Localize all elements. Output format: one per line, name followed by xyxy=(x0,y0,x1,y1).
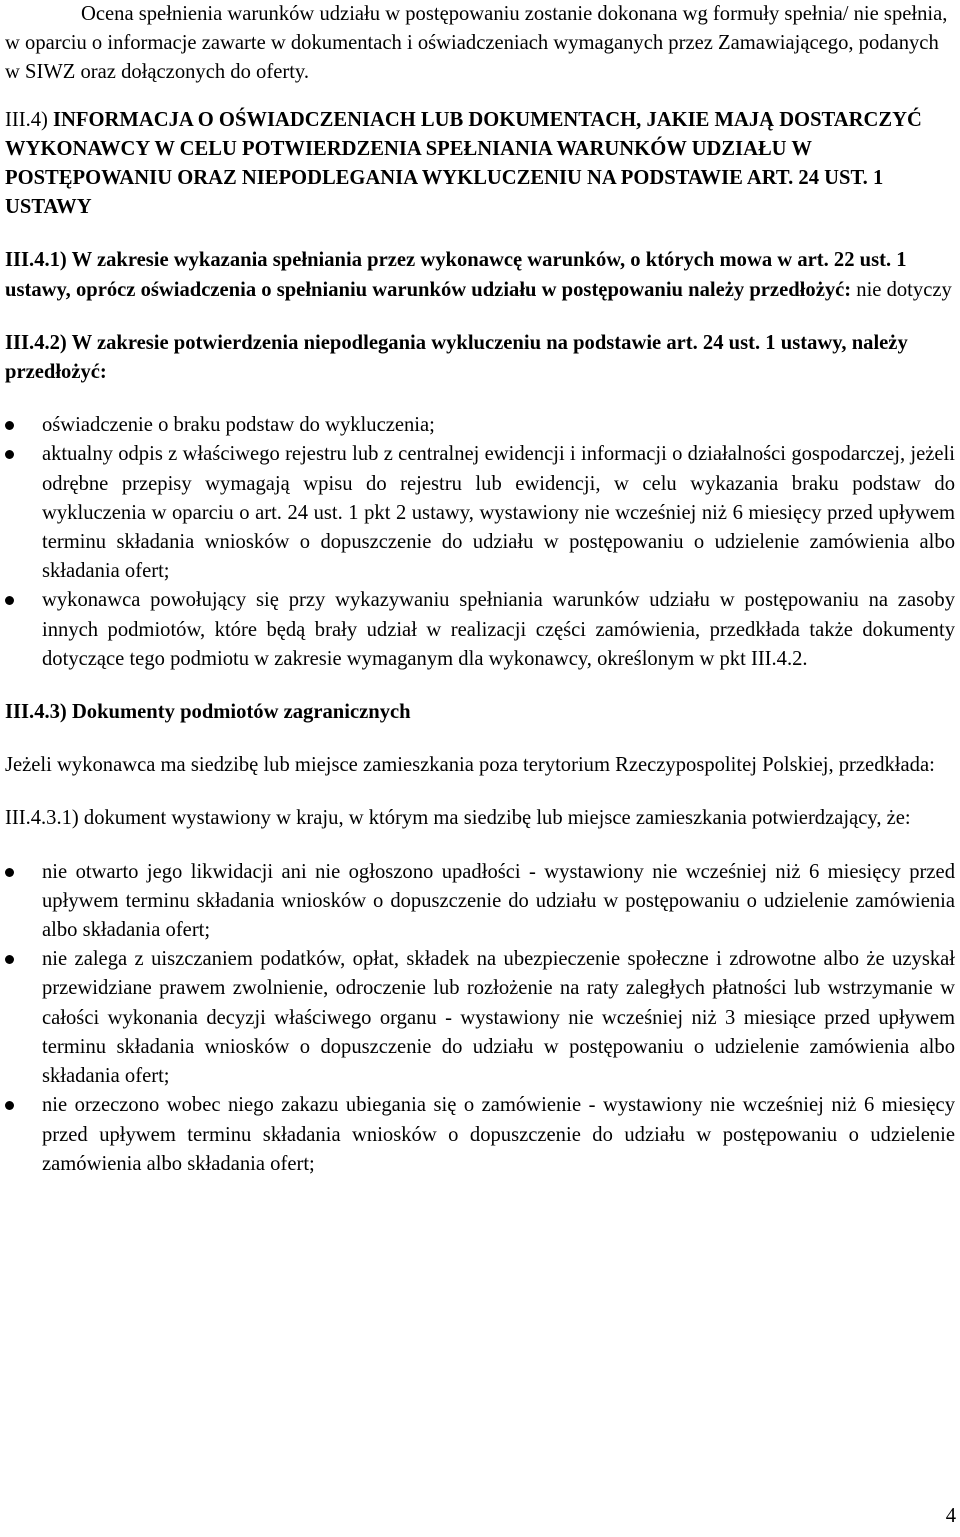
list-item-text: aktualny odpis z właściwego rejestru lub z centralnej ewidencji i informacji o działalności gospodarczej, jeżeli odrębne przepisy wymagają wpisu do rejestru lub ewidencji, w celu wykazania braku podstaw do wykluczenia w oparciu o art. 24 ust. 1 pkt 2 ustawy, wystawiony nie wcześniej niż 6 miesięcy przed upływem terminu składania wniosków o dopuszczenie do udziału w postępowaniu o udzielenie zamówienia albo składania ofert; xyxy=(42,443,955,583)
page-number: 4 xyxy=(945,1504,956,1527)
list-item xyxy=(5,945,955,1091)
subsection-4-1 xyxy=(5,246,955,304)
bullet-icon xyxy=(5,1101,14,1110)
list-item xyxy=(5,440,955,586)
section-heading xyxy=(5,106,955,223)
subsection-4-1-value: nie dotyczy xyxy=(851,278,952,301)
subsection-4-2-list xyxy=(5,411,955,674)
bullet-icon xyxy=(5,450,14,459)
list-item xyxy=(5,411,955,440)
bullet-icon xyxy=(5,596,14,605)
list-item-text: nie otwarto jego likwidacji ani nie ogłoszono upadłości - wystawiony nie wcześniej niż 6 miesięcy przed upływem terminu składania wniosków o dopuszczenie do udziału w postępowaniu o udzielenie zamówienia albo składania ofert; xyxy=(42,860,955,942)
list-item xyxy=(5,1091,955,1179)
subsection-4-3-1-list xyxy=(5,858,955,1179)
list-item-text: nie zalega z uiszczaniem podatków, opłat, składek na ubezpieczenie społeczne i zdrowotne albo że uzyskał przewidziane prawem zwolnienie, odroczenie lub rozłożenie na raty zaległych płatności lub wstrzymanie w całości wykonania decyzji właściwego organu - wystawiony nie wcześniej niż 3 miesiące przed upływem terminu składania wniosków o dopuszczenie do udziału w postępowaniu o udzielenie zamówienia albo składania ofert; xyxy=(42,948,955,1088)
bullet-icon xyxy=(5,955,14,964)
subsection-4-3-text: Jeżeli wykonawca ma siedzibę lub miejsce zamieszkania poza terytorium Rzeczypospolitej Polskiej, przedkłada: xyxy=(5,754,935,777)
bullet-icon xyxy=(5,868,14,877)
subsection-4-2-heading: III.4.2) W zakresie potwierdzenia niepodlegania wykluczeniu na podstawie art. 24 ust. 1 ustawy, należy przedłożyć: xyxy=(5,331,908,384)
section-number: III.4) xyxy=(5,108,48,131)
list-item-text: wykonawca powołujący się przy wykazywaniu spełniania warunków udziału w postępowaniu na zasoby innych podmiotów, które będą brały udział w realizacji części zamówienia, przedkłada także dokumenty dotyczące tego podmiotu w zakresie wymaganym dla wykonawcy, określonym w pkt III.4.2. xyxy=(42,589,955,670)
list-item xyxy=(5,586,955,674)
document-page xyxy=(5,0,955,1179)
list-item-text: oświadczenie o braku podstaw do wykluczenia; xyxy=(42,414,435,437)
bullet-icon xyxy=(5,421,14,430)
list-item-text: nie orzeczono wobec niego zakazu ubiegania się o zamówienie - wystawiony nie wcześniej niż 6 miesięcy przed upływem terminu składania wniosków o dopuszczenie do udziału w postępowaniu o udzielenie zamówienia albo składania ofert; xyxy=(42,1094,955,1175)
subsection-4-1-heading: III.4.1) W zakresie wykazania spełniania przez wykonawcę warunków, o których mowa w art. 22 ust. 1 ustawy, oprócz oświadczenia o spełnianiu warunków udziału w postępowaniu należy przedłożyć: xyxy=(5,249,907,301)
subsection-4-3-1-heading: III.4.3.1) dokument wystawiony w kraju, w którym ma siedzibę lub miejsce zamieszkania potwierdzający, że: xyxy=(5,807,911,830)
list-item xyxy=(5,858,955,946)
section-title: INFORMACJA O OŚWIADCZENIACH LUB DOKUMENTACH, JAKIE MAJĄ DOSTARCZYĆ WYKONAWCY W CELU POTWIERDZENIA SPEŁNIANIA WARUNKÓW UDZIAŁU W POSTĘPOWANIU ORAZ NIEPODLEGANIA WYKLUCZENIU NA PODSTAWIE ART. 24 UST. 1 USTAWY xyxy=(5,108,922,219)
subsection-4-3-heading: III.4.3) Dokumenty podmiotów zagranicznych xyxy=(5,701,411,724)
intro-paragraph: Ocena spełnienia warunków udziału w postępowaniu zostanie dokonana wg formuły spełnia/ nie spełnia, w oparciu o informacje zawarte w dokumentach i oświadczeniach wymaganych przez Zamawiającego, podanych w SIWZ oraz dołączonych do oferty. xyxy=(5,3,948,84)
